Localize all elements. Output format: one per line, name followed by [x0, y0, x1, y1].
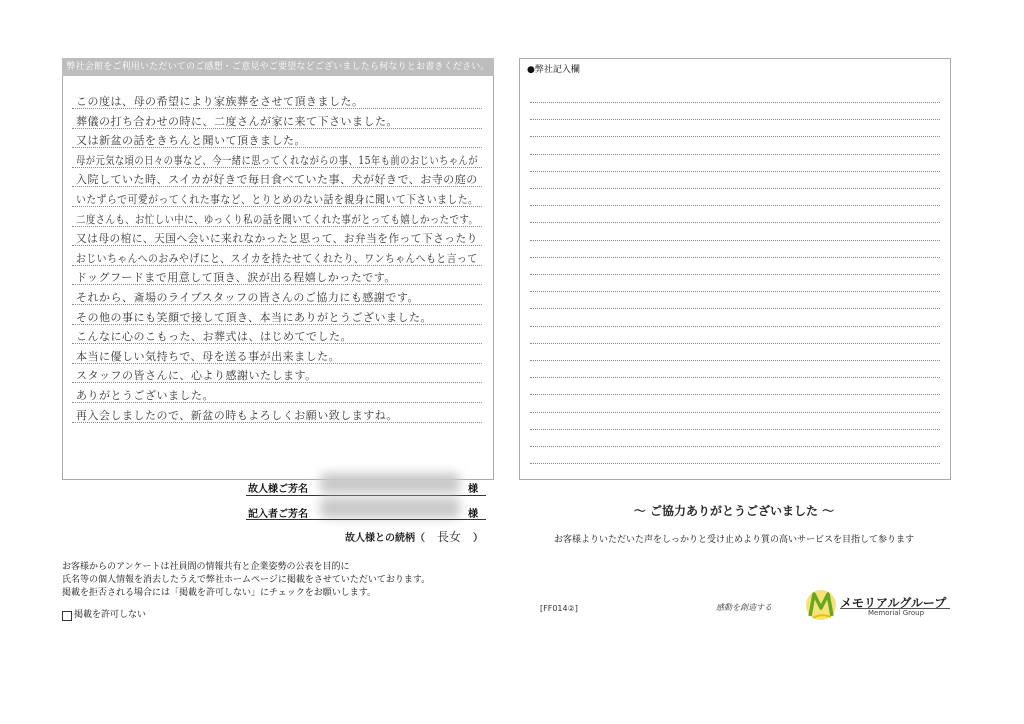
ruled-line: [530, 119, 940, 120]
handwritten-line: 再入会しましたので、新盆の時もよろしくお願い致しますね。: [76, 408, 398, 422]
ruled-line: [530, 257, 940, 258]
company-notes-box: [519, 58, 951, 480]
handwritten-line: スタッフの皆さんに、心より感謝いたします。: [76, 369, 317, 383]
ruled-line: [530, 463, 940, 464]
ruled-line: [530, 102, 940, 103]
ruled-line: [530, 326, 940, 327]
ruled-line: [530, 377, 940, 378]
ruled-line: [530, 154, 940, 155]
publish-refusal-option[interactable]: [62, 609, 146, 622]
feedback-header: 弊社会館をご利用いただいてのご感想・ご意見やご要望などございましたら何なりとお書きください。: [62, 58, 494, 76]
notice-line: 氏名等の個人情報を消去したうえで弊社ホームページに掲載をさせていただいております。: [62, 575, 431, 585]
handwritten-line: 母が元気な頃の日々の事など、今一緒に思ってくれながらの事、15年も前のおじいちゃんが: [76, 153, 478, 167]
ruled-line: [530, 205, 940, 206]
publish-refusal-checkbox[interactable]: [62, 611, 72, 621]
handwritten-line: それから、斎場のライブスタッフの皆さんのご協力にも感謝です。: [76, 291, 420, 304]
handwritten-line: この度は、母の希望により家族葬をさせて頂きました。: [76, 95, 364, 108]
handwritten-line: その他の事にも笑顔で接して頂き、本当にありがとうございました。: [76, 310, 433, 324]
ruled-line: [530, 412, 940, 413]
ruled-line: [530, 188, 940, 189]
publication-notice: [62, 561, 430, 600]
ruled-line: [530, 429, 940, 430]
deceased-name-underline: [246, 495, 486, 496]
company-motto: 感動を創造する: [716, 603, 772, 612]
ruled-line: [530, 343, 940, 344]
relationship-value: 長女: [437, 530, 462, 544]
brand-underline: [840, 608, 950, 609]
publish-refusal-label: 掲載を許可しない: [74, 610, 147, 620]
brand-name: メモリアルグループ: [840, 596, 947, 610]
ruled-line: [530, 291, 940, 292]
company-notes-title: ●弊社記入欄: [527, 65, 580, 75]
handwritten-line: 又は母の棺に、天国へ会いに来れなかったと思って、お弁当を作って下さったり: [76, 232, 478, 246]
ruled-line: [530, 446, 940, 447]
notice-line: お客様からのアンケートは社員間の情報共有と企業姿勢の公表を目的に: [62, 562, 350, 572]
ruled-line: [530, 308, 940, 309]
handwritten-line: 入院していた時、スイカが好きで毎日食べていた事、犬が好きで、お寺の庭の: [76, 173, 478, 187]
handwritten-line: 葬儀の打ち合わせの時に、二度さんが家に来て下さいました。: [76, 114, 398, 128]
writer-name-label: 記入者ご芳名: [248, 509, 308, 520]
relationship-label: 故人様との続柄（: [345, 533, 425, 544]
handwritten-line: 本当に優しい気持ちで、母を送る事が出来ました。: [76, 349, 341, 363]
service-message: お客様よりいただいた声をしっかりと受け止めより質の高いサービスを目指して参ります: [553, 535, 914, 545]
ruled-line: [530, 136, 940, 137]
handwritten-line: 又は新盆の話をきちんと聞いて頂きました。: [76, 134, 306, 148]
memorial-logo-icon: [805, 588, 837, 626]
deceased-honorific: 様: [468, 484, 478, 495]
deceased-name-label: 故人様ご芳名: [248, 484, 308, 495]
ruled-line: [530, 394, 940, 395]
notice-line: 掲載を拒否される場合には「掲載を許可しない」にチェックをお願いします。: [62, 588, 377, 598]
handwritten-line: ドッグフードまで用意して頂き、涙が出る程嬉しかったです。: [76, 271, 396, 285]
writer-honorific: 様: [468, 509, 478, 520]
handwritten-line: 二度さんも、お忙しい中に、ゆっくり私の話を聞いてくれた事がとっても嬉しかったです。: [76, 212, 479, 226]
form-code: [FF014②]: [540, 604, 578, 613]
handwritten-line: いたずらで可愛がってくれた事など、とりとめのない話を親身に聞いて下さいました。: [76, 193, 479, 206]
ruled-line: [530, 240, 940, 241]
redacted-writer-name: [320, 498, 460, 518]
ruled-line: [530, 274, 940, 275]
handwritten-line: こんなに心のこもった、お葬式は、はじめてでした。: [76, 330, 352, 344]
relationship-close: ）: [473, 533, 484, 544]
ruled-line: [530, 222, 940, 223]
handwritten-line: おじいちゃんへのおみやげにと、スイカを持たせてくれたり、ワンちゃんへもと言って: [76, 251, 478, 265]
ruled-line: [530, 171, 940, 172]
ruled-line: [530, 360, 940, 361]
thanks-message: ～ ご協力ありがとうございました ～: [633, 504, 835, 518]
writer-name-underline: [246, 519, 486, 520]
relationship-field: [345, 528, 483, 545]
brand-name-en: Memorial Group: [868, 609, 925, 617]
redacted-deceased-name: [320, 473, 460, 493]
handwritten-line: ありがとうございました。: [76, 389, 214, 402]
